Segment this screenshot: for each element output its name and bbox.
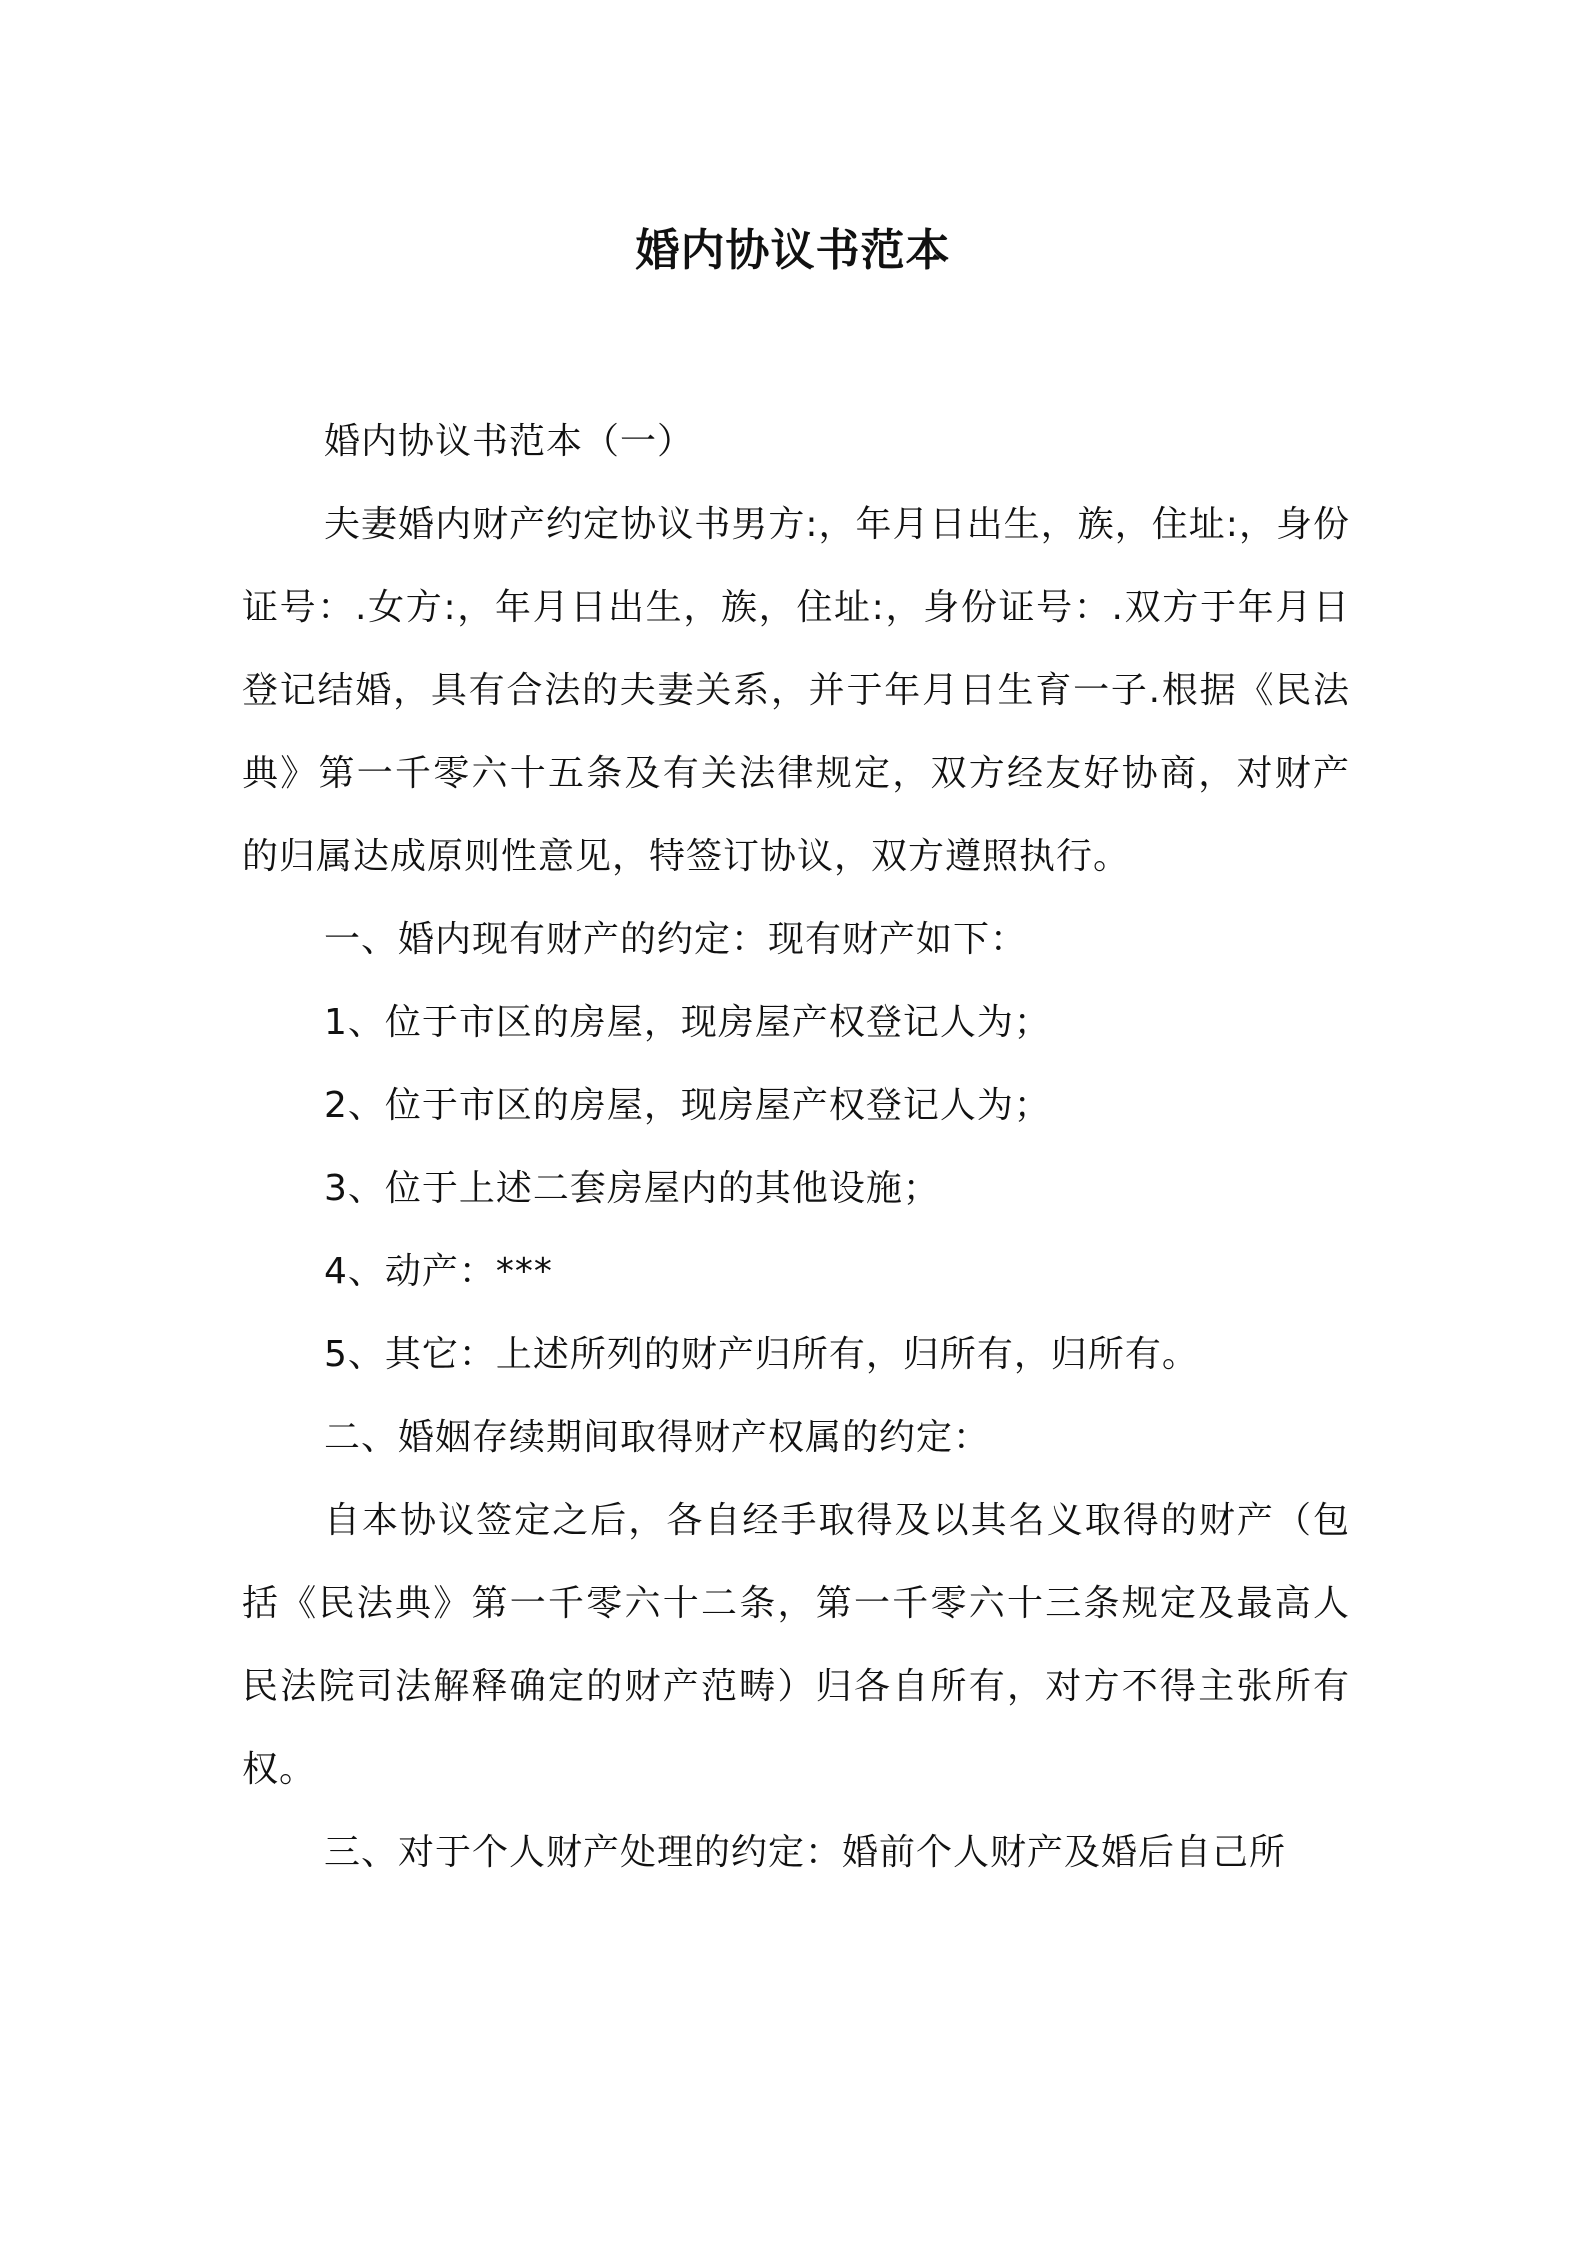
- document-title: 婚内协议书范本: [635, 225, 951, 276]
- agreement-intro-paragraph: 夫妻婚内财产约定协议书男方:，年月日出生，族，住址:，身份证号：.女方:，年月日出生，族，住址:，身份证号：.双方于年月日登记结婚，具有合法的夫妻关系，并于年月日生育一子.根据《民法典》第一千零六十五条及有关法律规定，双方经友好协商，对财产的归属达成原则性意见，特签订协议，双方遵照执行。: [242, 504, 1350, 877]
- clause-one-item-4: 4、动产：***: [324, 1251, 553, 1292]
- clause-one-heading: 一、婚内现有财产的约定：现有财产如下：: [324, 919, 1028, 960]
- clause-one-item-1: 1、位于市区的房屋，现房屋产权登记人为；: [324, 1002, 1051, 1043]
- document-body: [242, 400, 1350, 1894]
- clause-one-item-2: 2、位于市区的房屋，现房屋产权登记人为；: [324, 1085, 1051, 1126]
- clause-two-paragraph: 自本协议签定之后，各自经手取得及以其名义取得的财产（包括《民法典》第一千零六十二条，第一千零六十三条规定及最高人民法院司法解释确定的财产范畴）归各自所有，对方不得主张所有权。: [242, 1500, 1350, 1790]
- clause-one-item-3: 3、位于上述二套房屋内的其他设施；: [324, 1168, 940, 1209]
- clause-three-paragraph: 三、对于个人财产处理的约定：婚前个人财产及婚后自己所: [324, 1832, 1287, 1873]
- clause-two-heading: 二、婚姻存续期间取得财产权属的约定：: [324, 1417, 991, 1458]
- clause-one-item-5: 5、其它：上述所列的财产归所有，归所有，归所有。: [324, 1334, 1199, 1375]
- section-heading-sample-one: 婚内协议书范本（一）: [324, 421, 695, 462]
